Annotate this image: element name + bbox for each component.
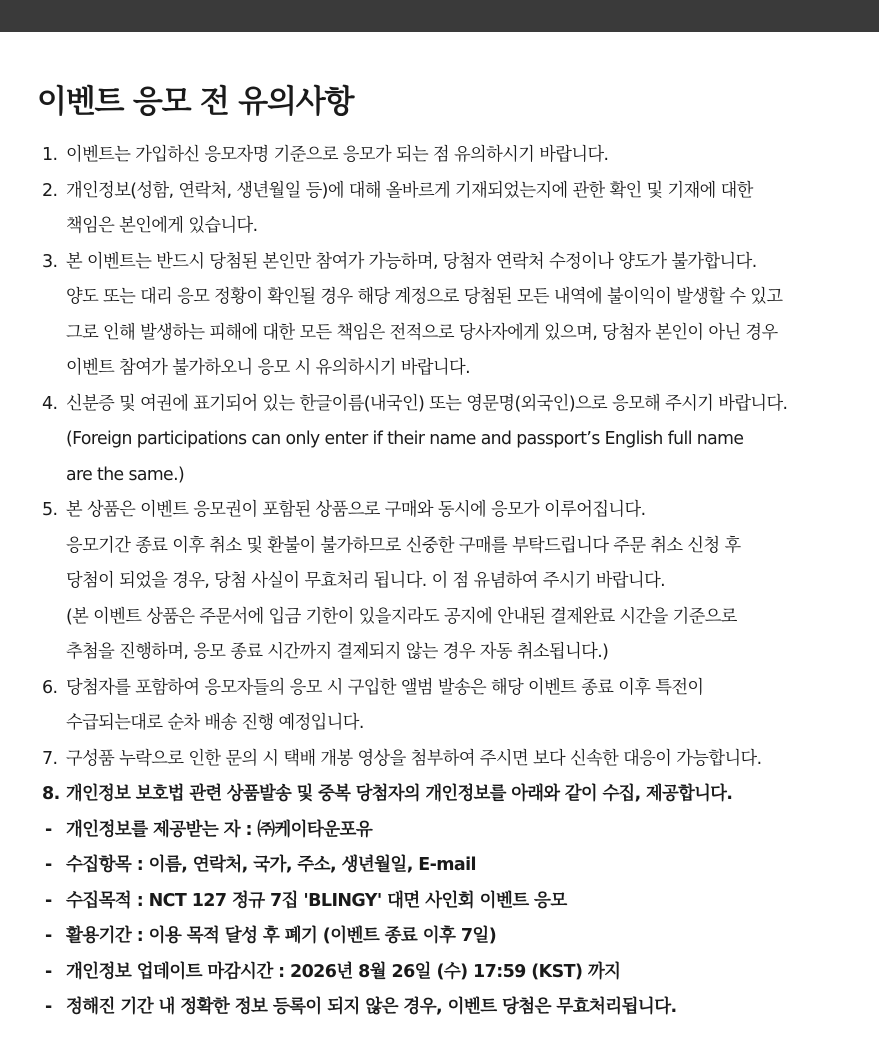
item-text-line: 이벤트 참여가 불가하오니 응모 시 유의하시기 바랍니다. bbox=[66, 358, 471, 378]
item-text-line: 추첨을 진행하며, 응모 종료 시간까지 결제되지 않는 경우 자동 취소됩니다.) bbox=[66, 642, 609, 662]
sub-item-text: 활용기간 : 이용 목적 달성 후 폐기 (이벤트 종료 이후 7일) bbox=[66, 926, 497, 946]
item-text-line: (Foreign participations can only enter if their name and passport’s English full name bbox=[66, 429, 744, 449]
notice-item-2 bbox=[0, 174, 879, 245]
sub-item-text: 개인정보를 제공받는 자 : ㈜케이타운포유 bbox=[66, 819, 373, 840]
item-text-line: 본 상품은 이벤트 응모권이 포함된 상품으로 구매와 동시에 응모가 이루어집니다. bbox=[66, 500, 646, 520]
notice-item-3 bbox=[0, 245, 879, 387]
item-number: 3. bbox=[42, 251, 58, 272]
item-text-line: 개인정보 보호법 관련 상품발송 및 중복 당첨자의 개인정보를 아래와 같이 수집, 제공합니다. bbox=[66, 784, 733, 804]
item-number: 6. bbox=[42, 677, 58, 698]
item-number: 8. bbox=[42, 784, 60, 804]
bullet-dash: - bbox=[45, 961, 52, 982]
notice-item-7 bbox=[0, 742, 879, 778]
sub-item-text: 정해진 기간 내 정확한 정보 등록이 되지 않은 경우, 이벤트 당첨은 무효처리됩니다. bbox=[66, 997, 677, 1017]
bullet-dash: - bbox=[45, 997, 52, 1017]
item-text-line: 개인정보(성함, 연락처, 생년월일 등)에 대해 올바르게 기재되었는지에 관한 확인 및 기재에 대한 bbox=[66, 180, 753, 201]
item-text-line: 그로 인해 발생하는 피해에 대한 모든 책임은 전적으로 당사자에게 있으며, 당첨자 본인이 아닌 경우 bbox=[66, 322, 778, 343]
item-number: 7. bbox=[42, 748, 58, 769]
privacy-sub-item bbox=[0, 955, 879, 991]
item-text-line: 응모기간 종료 이후 취소 및 환불이 불가하므로 신중한 구매를 부탁드립니다 주문 취소 신청 후 bbox=[66, 535, 741, 556]
item-number: 5. bbox=[42, 500, 58, 520]
privacy-sub-item bbox=[0, 884, 879, 920]
privacy-sub-item bbox=[0, 990, 879, 1026]
item-text-line: (본 이벤트 상품은 주문서에 입금 기한이 있을지라도 공지에 안내된 결제완료 시간을 기준으로 bbox=[66, 606, 737, 627]
sub-item-text: 수집목적 : NCT 127 정규 7집 'BLINGY' 대면 사인회 이벤트 응모 bbox=[66, 890, 567, 911]
bullet-dash: - bbox=[45, 890, 52, 911]
bullet-dash: - bbox=[45, 855, 52, 875]
item-text-line: 신분증 및 여권에 표기되어 있는 한글이름(내국인) 또는 영문명(외국인)으로 응모해 주시기 바랍니다. bbox=[66, 393, 788, 414]
item-number: 1. bbox=[42, 145, 58, 165]
item-text-line: 책임은 본인에게 있습니다. bbox=[66, 216, 258, 236]
notice-item-5 bbox=[0, 493, 879, 671]
item-text-line: 구성품 누락으로 인한 문의 시 택배 개봉 영상을 첨부하여 주시면 보다 신속한 대응이 가능합니다. bbox=[66, 748, 762, 769]
notice-item-4 bbox=[0, 387, 879, 494]
top-bar bbox=[0, 0, 879, 32]
item-number: 4. bbox=[42, 393, 58, 414]
item-text-line: 당첨자를 포함하여 응모자들의 응모 시 구입한 앨범 발송은 해당 이벤트 종료 이후 특전이 bbox=[66, 677, 704, 698]
notice-item-6 bbox=[0, 671, 879, 742]
item-text-line: 이벤트는 가입하신 응모자명 기준으로 응모가 되는 점 유의하시기 바랍니다. bbox=[66, 145, 609, 165]
sub-item-text: 수집항목 : 이름, 연락처, 국가, 주소, 생년월일, E-mail bbox=[66, 855, 476, 875]
sub-item-text: 개인정보 업데이트 마감시간 : 2026년 8월 26일 (수) 17:59 (KST) 까지 bbox=[66, 961, 621, 982]
page-title: 이벤트 응모 전 유의사항 bbox=[37, 84, 354, 120]
item-text-line: 수급되는대로 순차 배송 진행 예정입니다. bbox=[66, 713, 364, 733]
bullet-dash: - bbox=[45, 819, 52, 840]
privacy-sub-item bbox=[0, 813, 879, 849]
privacy-sub-item bbox=[0, 848, 879, 884]
notice-item-8 bbox=[0, 777, 879, 813]
item-text-line: 당첨이 되었을 경우, 당첨 사실이 무효처리 됩니다. 이 점 유념하여 주시기 바랍니다. bbox=[66, 571, 666, 591]
item-text-line: are the same.) bbox=[66, 464, 185, 485]
item-text-line: 양도 또는 대리 응모 정황이 확인될 경우 해당 계정으로 당첨된 모든 내역에 불이익이 발생할 수 있고 bbox=[66, 287, 783, 307]
item-number: 2. bbox=[42, 180, 58, 201]
bullet-dash: - bbox=[45, 926, 52, 946]
privacy-sub-item bbox=[0, 919, 879, 955]
notice-list bbox=[0, 138, 879, 1026]
item-text-line: 본 이벤트는 반드시 당첨된 본인만 참여가 가능하며, 당첨자 연락처 수정이나 양도가 불가합니다. bbox=[66, 251, 757, 272]
notice-item-1 bbox=[0, 138, 879, 174]
